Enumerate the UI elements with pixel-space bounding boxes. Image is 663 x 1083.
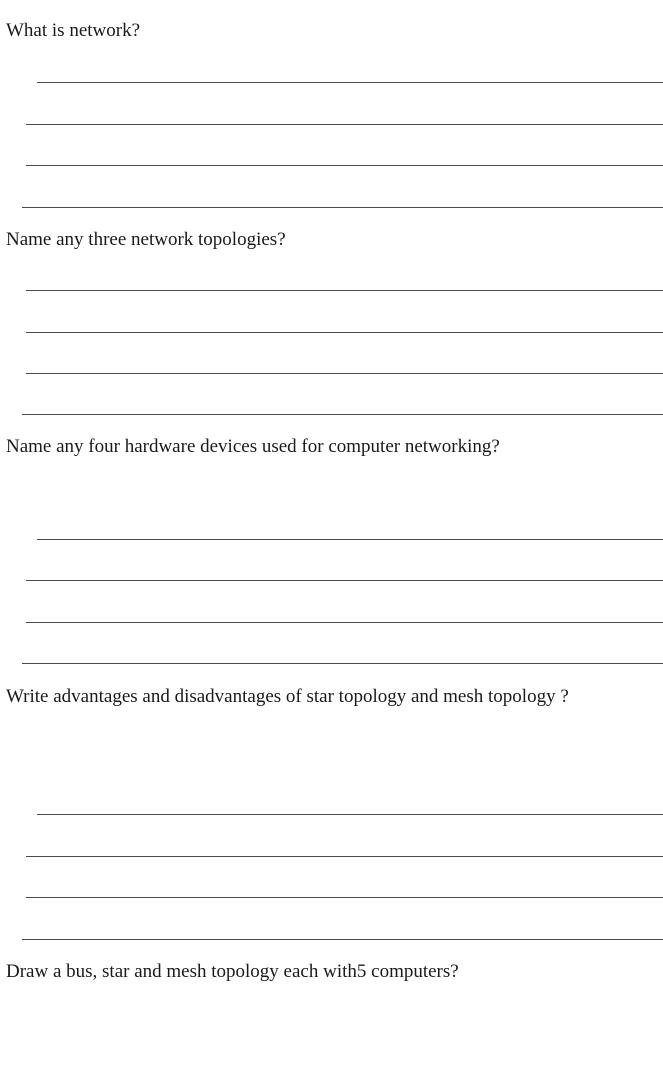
answer-line[interactable]: [22, 663, 663, 664]
question-4-text: Write advantages and disadvantages of star topology and mesh topology ?: [6, 686, 569, 707]
question-1-text: What is network?: [6, 20, 141, 41]
answer-line[interactable]: [37, 82, 663, 83]
question-3-text: Name any four hardware devices used for computer networking?: [6, 436, 500, 457]
answer-line[interactable]: [26, 290, 663, 291]
answer-line[interactable]: [37, 814, 663, 815]
answer-line[interactable]: [22, 414, 663, 415]
answer-line[interactable]: [22, 207, 663, 208]
answer-line[interactable]: [26, 622, 663, 623]
answer-line[interactable]: [22, 939, 663, 940]
answer-line[interactable]: [26, 897, 663, 898]
answer-line[interactable]: [37, 539, 663, 540]
answer-line[interactable]: [26, 332, 663, 333]
drawing-area[interactable]: [0, 990, 663, 1083]
question-5-text: Draw a bus, star and mesh topology each with5 computers?: [6, 961, 459, 982]
answer-line[interactable]: [26, 373, 663, 374]
answer-line[interactable]: [26, 165, 663, 166]
question-2-text: Name any three network topologies?: [6, 229, 286, 250]
answer-line[interactable]: [26, 856, 663, 857]
answer-line[interactable]: [26, 580, 663, 581]
answer-line[interactable]: [26, 124, 663, 125]
